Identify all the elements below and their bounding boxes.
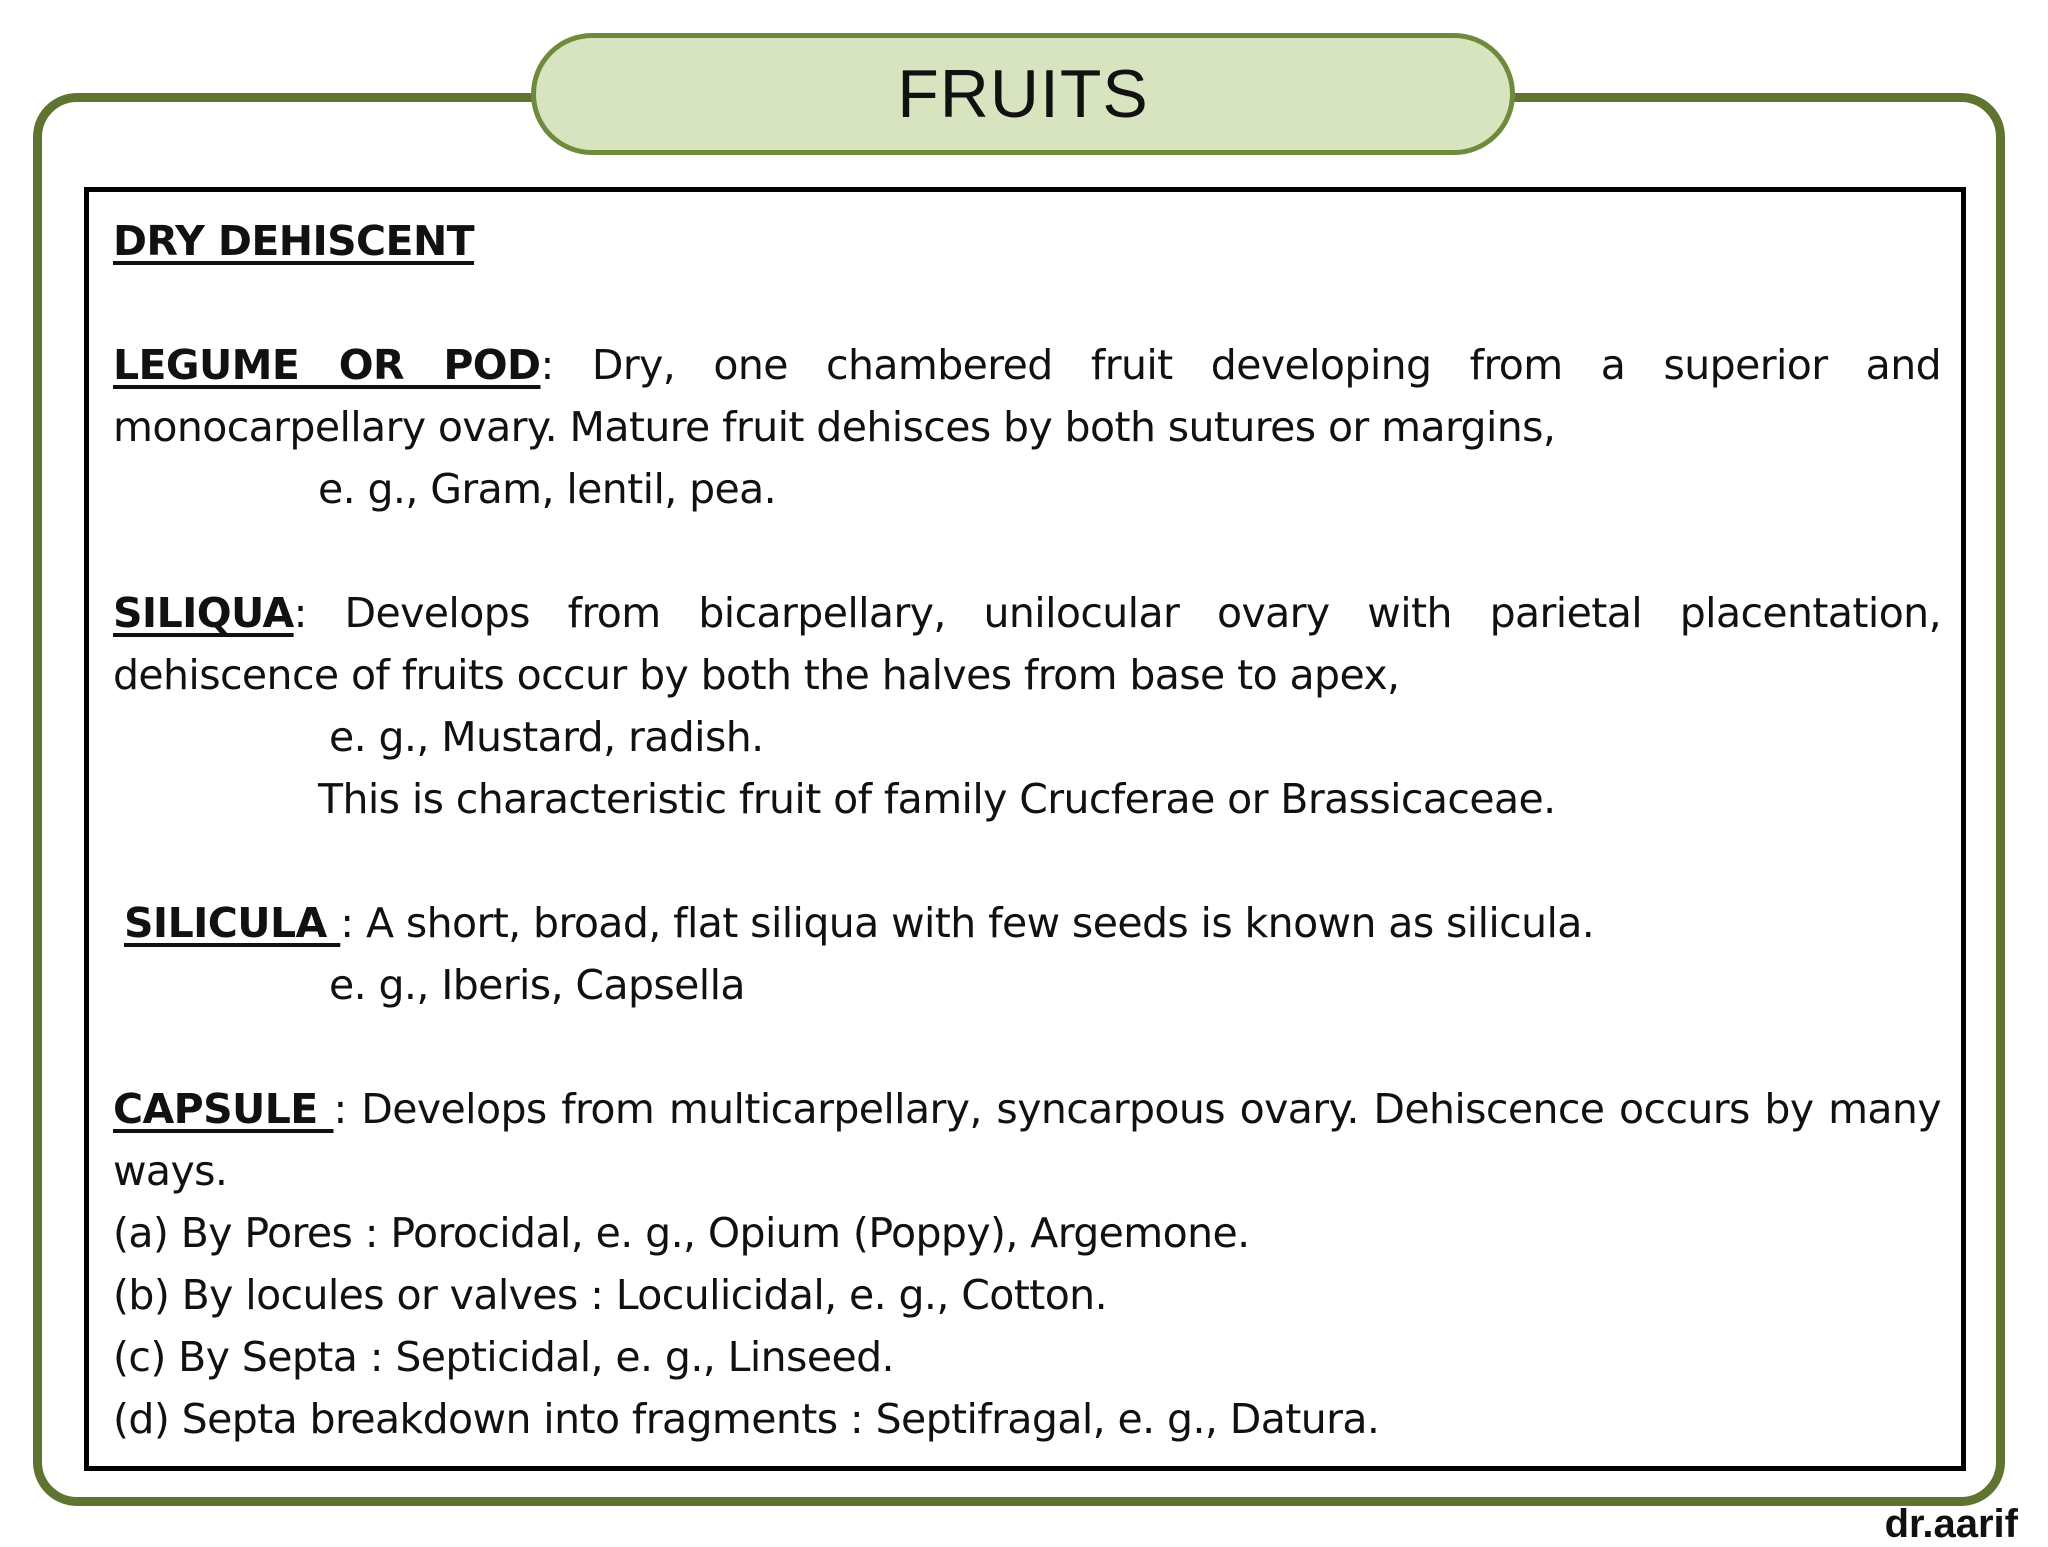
capsule-separator: : [333, 1085, 347, 1133]
legume-separator: : [540, 341, 554, 389]
siliqua-description: Develops from bicarpellary, unilocular ovary with parietal placentation, dehiscence of fruits occur by both the halves from base to apex, [113, 589, 1941, 699]
spacer [113, 272, 1941, 334]
capsule-term: CAPSULE [113, 1085, 334, 1133]
siliqua-example: e. g., Mustard, radish. [329, 713, 764, 761]
spacer [113, 520, 1941, 582]
legume-term: LEGUME OR POD [113, 341, 541, 389]
siliqua-term: SILIQUA [113, 589, 294, 637]
spacer [113, 1016, 1941, 1078]
siliqua-note: This is characteristic fruit of family Crucferae or Brassicaceae. [318, 775, 1556, 823]
page-title: FRUITS [531, 33, 1515, 155]
capsule-item-c: (c) By Septa : Septicidal, e. g., Linseed. [113, 1333, 894, 1381]
content-body [113, 210, 1941, 1450]
capsule-item-d: (d) Septa breakdown into fragments : Septifragal, e. g., Datura. [113, 1395, 1380, 1443]
capsule-item-a: (a) By Pores : Porocidal, e. g., Opium (Poppy), Argemone. [113, 1209, 1250, 1257]
section-heading-text: DRY DEHISCENT [113, 217, 475, 265]
legume-description: Dry, one chambered fruit developing from a superior and monocarpellary ovary. Mature fruit dehisces by both sutures or margins, [113, 341, 1942, 451]
siliqua-separator: : [293, 589, 307, 637]
legume-paragraph [113, 334, 1941, 458]
spacer [113, 830, 1941, 892]
silicula-example: e. g., Iberis, Capsella [329, 961, 745, 1009]
silicula-description: A short, broad, flat siliqua with few seeds is known as silicula. [365, 899, 1595, 947]
silicula-term: SILICULA [124, 899, 341, 947]
content-box [84, 187, 1966, 1471]
section-heading [113, 210, 1941, 272]
silicula-paragraph [113, 892, 1941, 954]
capsule-description: Develops from multicarpellary, syncarpous ovary. Dehiscence occurs by many ways. [113, 1085, 1941, 1195]
capsule-paragraph [113, 1078, 1941, 1202]
silicula-separator: : [340, 899, 354, 947]
capsule-item-b: (b) By locules or valves : Loculicidal, e. g., Cotton. [113, 1271, 1108, 1319]
author-watermark: dr.aarif [1884, 1502, 2018, 1546]
siliqua-paragraph [113, 582, 1941, 706]
legume-example: e. g., Gram, lentil, pea. [318, 465, 777, 513]
